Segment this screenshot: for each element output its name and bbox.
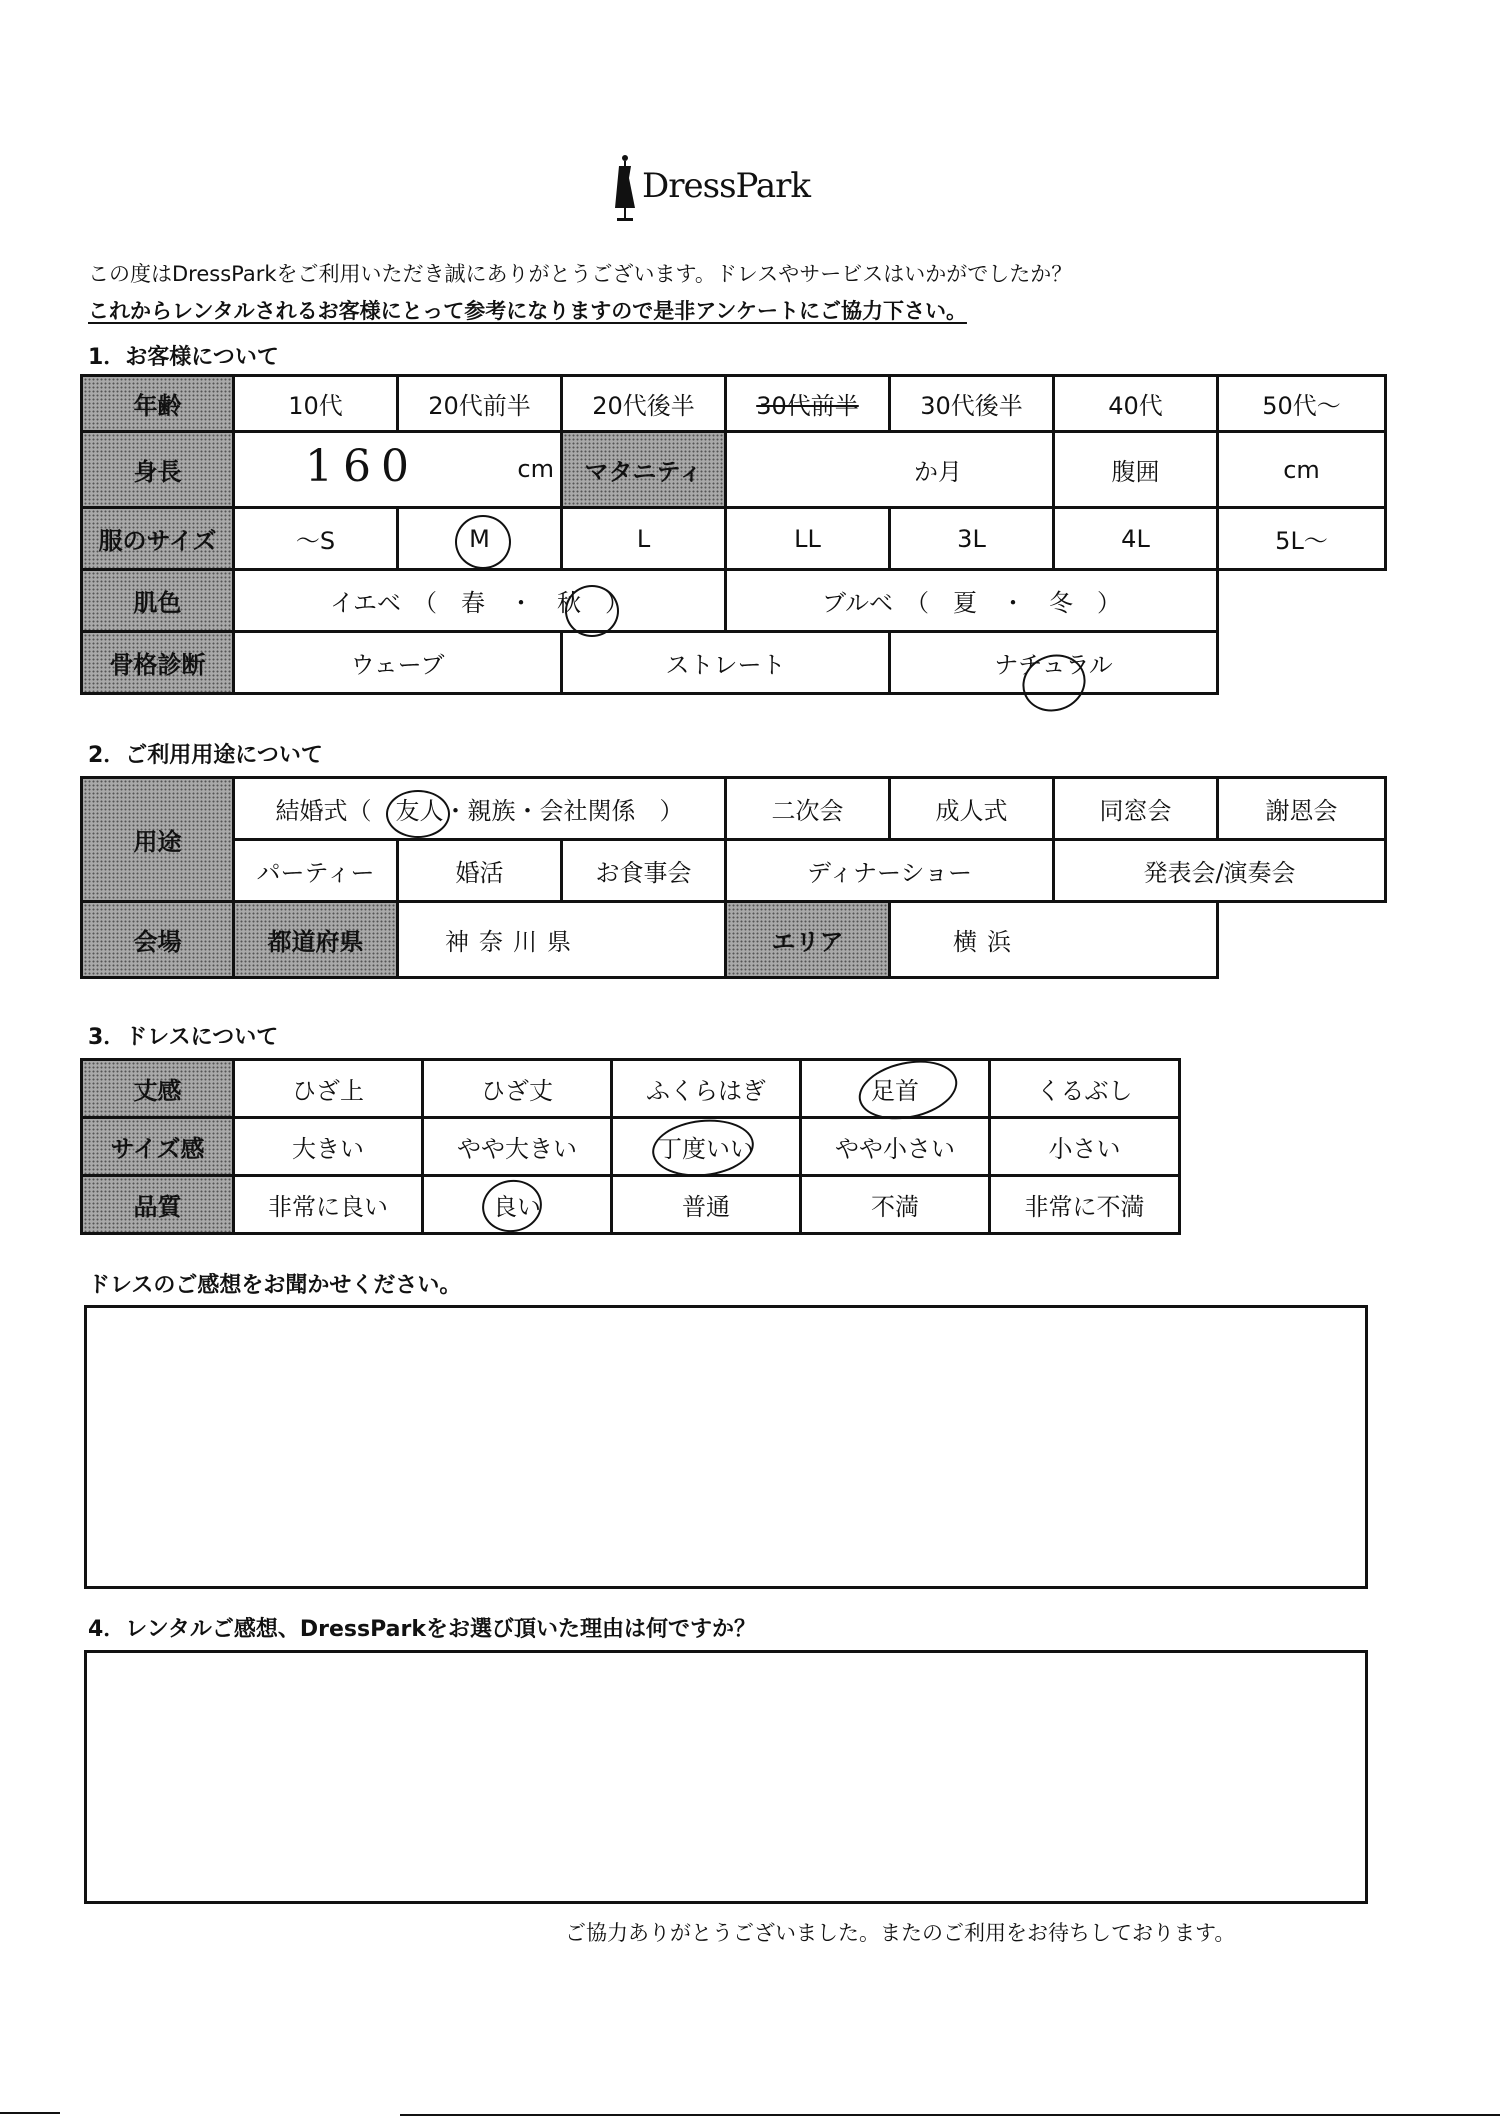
purpose-option[interactable]: パーティー [234,840,398,902]
frame-option[interactable]: ストレート [562,632,890,694]
dinner-show-option[interactable]: ディナーショー [726,840,1054,902]
size-option[interactable]: 4L [1054,508,1218,570]
footer-divider [400,2114,1500,2116]
purpose-option[interactable]: 二次会 [726,778,890,840]
quality-option[interactable]: 普通 [612,1176,801,1234]
maternity-label: マタニティ [562,432,726,508]
section4-title: 4．レンタルご感想、DressParkをお選び頂いた理由は何ですか？ [88,1617,756,1642]
customer-table [80,374,1387,695]
reason-textarea[interactable] [84,1650,1368,1904]
purpose-option[interactable]: 謝恩会 [1218,778,1386,840]
recital-option[interactable]: 発表会/演奏会 [1054,840,1386,902]
length-option[interactable]: ひざ丈 [423,1060,612,1118]
age-option[interactable]: 40代 [1054,376,1218,432]
brand-logo [600,148,860,228]
section3-title: 3．ドレスについて [88,1025,279,1050]
intro-request: これからレンタルされるお客様にとって参考になりますので是非アンケートにご協力下さい。 [88,299,967,323]
size-label: 服のサイズ [82,508,234,570]
age-option[interactable]: 30代後半 [890,376,1054,432]
length-option[interactable]: ふくらはぎ [612,1060,801,1118]
height-field[interactable] [234,432,562,508]
brand-name: DressPark [642,166,811,206]
height-unit: cm [517,455,554,483]
maternity-field[interactable]: か月 [726,432,1054,508]
prefecture-label: 都道府県 [234,902,398,978]
prefecture-value[interactable]: 神奈川県 [398,902,726,978]
closing-message: ご協力ありがとうございました。またのご利用をお待ちしております。 [565,1921,1236,1945]
purpose-option[interactable]: 婚活 [398,840,562,902]
venue-label: 会場 [82,902,234,978]
impressions-textarea[interactable] [84,1305,1368,1589]
age-option[interactable]: 20代前半 [398,376,562,432]
length-option-selected[interactable]: 足首 [801,1060,990,1118]
age-option[interactable]: 50代～ [1218,376,1386,432]
skin-label: 肌色 [82,570,234,632]
section2-title: 2．ご利用用途について [88,743,323,768]
fit-option[interactable]: 大きい [234,1118,423,1176]
frame-option-selected[interactable]: ナチュラル [890,632,1218,694]
frame-option[interactable]: ウェーブ [234,632,562,694]
purpose-table [80,776,1387,979]
dress-mannequin-icon [610,152,640,226]
purpose-option[interactable]: 成人式 [890,778,1054,840]
fit-option[interactable]: 小さい [990,1118,1180,1176]
footer-divider [0,2112,60,2114]
age-label: 年齢 [82,376,234,432]
age-option-selected[interactable]: 30代前半 [726,376,890,432]
skin-blue-option[interactable]: ブルベ （ 夏 ・ 冬 ） [726,570,1218,632]
fit-label: サイズ感 [82,1118,234,1176]
purpose-label: 用途 [82,778,234,902]
age-option[interactable]: 10代 [234,376,398,432]
fit-option-selected[interactable]: 丁度いい [612,1118,801,1176]
section1-title: 1．お客様について [88,345,279,370]
frame-label: 骨格診断 [82,632,234,694]
quality-option[interactable]: 非常に不満 [990,1176,1180,1234]
purpose-option[interactable]: 同窓会 [1054,778,1218,840]
quality-option[interactable]: 非常に良い [234,1176,423,1234]
area-value[interactable]: 横浜 [890,902,1218,978]
length-label: 丈感 [82,1060,234,1118]
quality-option-selected[interactable]: 良い [423,1176,612,1234]
impressions-prompt: ドレスのご感想をお聞かせください。 [88,1273,462,1298]
fit-option[interactable]: やや大きい [423,1118,612,1176]
size-option[interactable]: L [562,508,726,570]
intro-text: この度はDressParkをご利用いただき誠にありがとうございます。ドレスやサービスはいかがでしたか？ [88,262,1073,286]
length-option[interactable]: ひざ上 [234,1060,423,1118]
purpose-option[interactable]: お食事会 [562,840,726,902]
size-option[interactable]: ～S [234,508,398,570]
height-value: 160 [305,441,419,492]
size-option-selected[interactable]: M [398,508,562,570]
waist-field[interactable]: cm [1218,432,1386,508]
waist-label: 腹囲 [1054,432,1218,508]
height-label: 身長 [82,432,234,508]
dress-table [80,1058,1181,1235]
quality-label: 品質 [82,1176,234,1234]
fit-option[interactable]: やや小さい [801,1118,990,1176]
age-option[interactable]: 20代後半 [562,376,726,432]
quality-option[interactable]: 不満 [801,1176,990,1234]
wedding-option[interactable]: 結婚式（ 友人・親族・会社関係 ） [234,778,726,840]
length-option[interactable]: くるぶし [990,1060,1180,1118]
size-option[interactable]: LL [726,508,890,570]
area-label: エリア [726,902,890,978]
size-option[interactable]: 5L～ [1218,508,1386,570]
size-option[interactable]: 3L [890,508,1054,570]
skin-yellow-option[interactable]: イエベ （ 春 ・ 秋 ） [234,570,726,632]
